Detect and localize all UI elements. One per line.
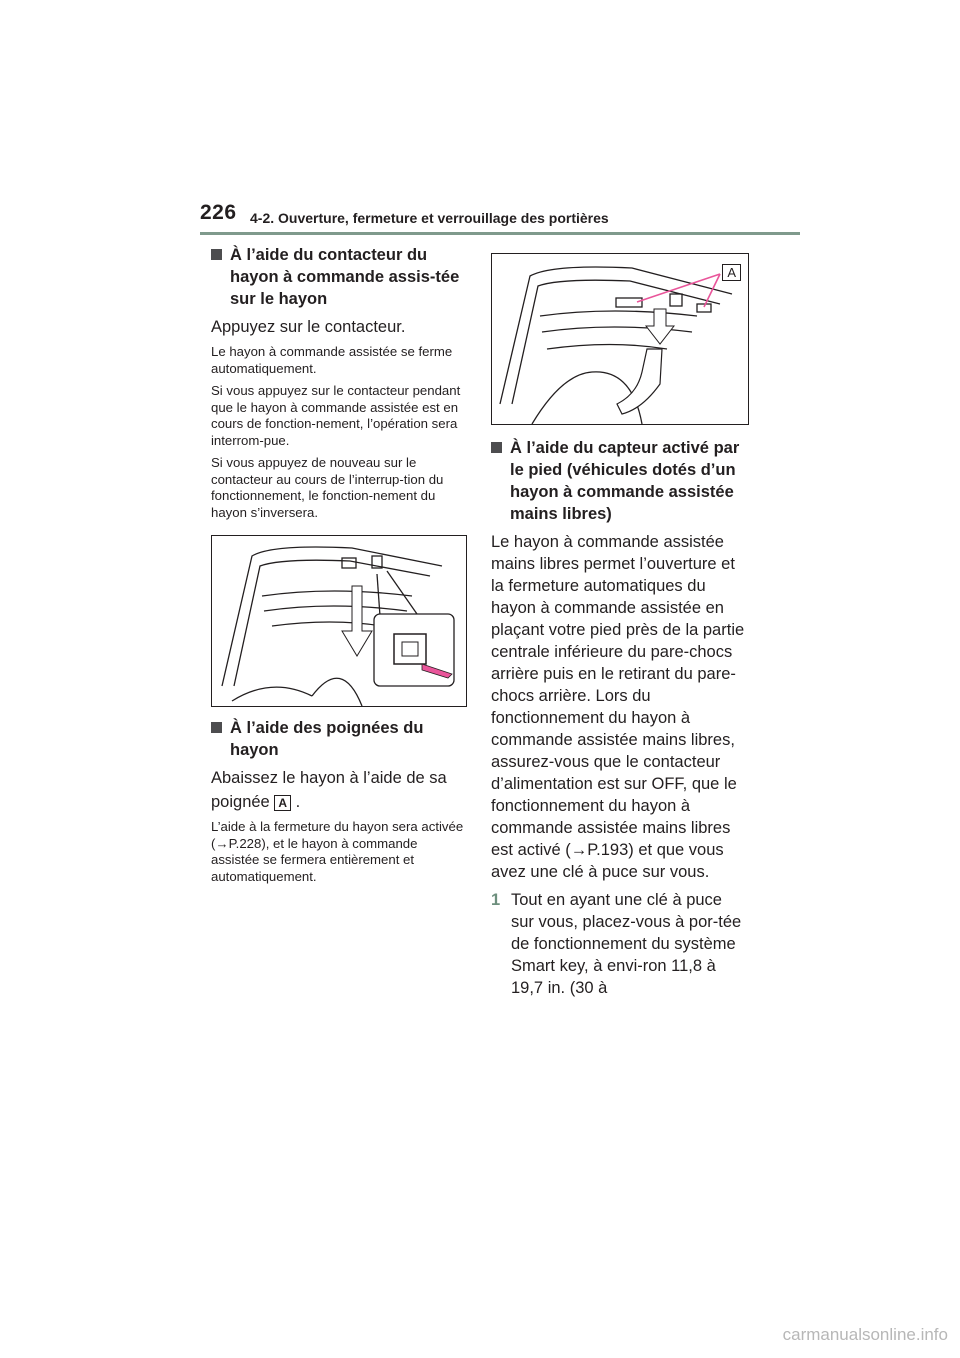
note-closes: Le hayon à commande assistée se ferme automatiquement. (211, 344, 453, 376)
step-text: Tout en ayant une clé à puce sur vous, placez-vous à por-tée de fonctionnement du système Smart key, à envi-ron 11,8 à 19,7 in. (30 à (511, 891, 742, 997)
label-a-tag: A (274, 795, 291, 811)
instruction-press-switch: Appuyez sur le contacteur. (211, 318, 406, 336)
right-column (491, 253, 749, 999)
paragraph-hands-free: Le hayon à commande assistée mains libres permet l’ouverture et la fermeture automatiques du hayon à commande assistée en plaçant votre pied près de la partie centrale inférieure du pare-chocs arrière puis en le retirant du pare-chocs arrière. Lors du fonctionnement du hayon à commande assistée mains libres, assurez-vous que le contacteur d’alimentation est sur OFF, que le fonctionnement du hayon à commande assistée mains libres est activé (→P.193) et que vous avez une clé à puce sur vous. (491, 533, 745, 881)
header-rule (200, 232, 800, 235)
step-number: 1 (491, 891, 501, 909)
illustration-tailgate-switch (211, 535, 467, 707)
illustration-tailgate-handles (491, 253, 749, 425)
note-reverse: Si vous appuyez de nouveau sur le contacteur au cours de l’interrup-tion du fonctionnement, le fonction-nement du hayon s’inversera. (211, 455, 444, 520)
left-column (211, 240, 467, 891)
note-closing-aid: L’aide à la fermeture du hayon sera activée (→P.228), et le hayon à commande assistée se fermera entièrement et automatiquement. (211, 819, 464, 884)
watermark: carmanualsonline.info (782, 1325, 948, 1344)
section-title: 4-2. Ouverture, fermeture et verrouillage des portières (250, 210, 609, 226)
heading-handles: À l’aide des poignées du hayon (211, 717, 467, 761)
instruction-handle: poignée A . (211, 793, 301, 811)
square-bullet-icon (211, 249, 222, 260)
heading-switch: À l’aide du contacteur du hayon à commande assis-tée sur le hayon (211, 244, 467, 310)
square-bullet-icon (211, 722, 222, 733)
instruction-lower: Abaissez le hayon à l’aide de sa (211, 769, 447, 787)
step-1 (491, 889, 749, 999)
figure-label-a: A (722, 264, 741, 281)
note-interrupt: Si vous appuyez sur le contacteur pendant que le hayon à commande assistée est en cours de fonction-nement, l’opération sera interrom-pue. (211, 383, 461, 448)
square-bullet-icon (491, 442, 502, 453)
heading-foot-sensor: À l’aide du capteur activé par le pied (véhicules dotés d’un hayon à commande assistée mains libres) (491, 437, 749, 525)
page-number: 226 (200, 201, 237, 224)
